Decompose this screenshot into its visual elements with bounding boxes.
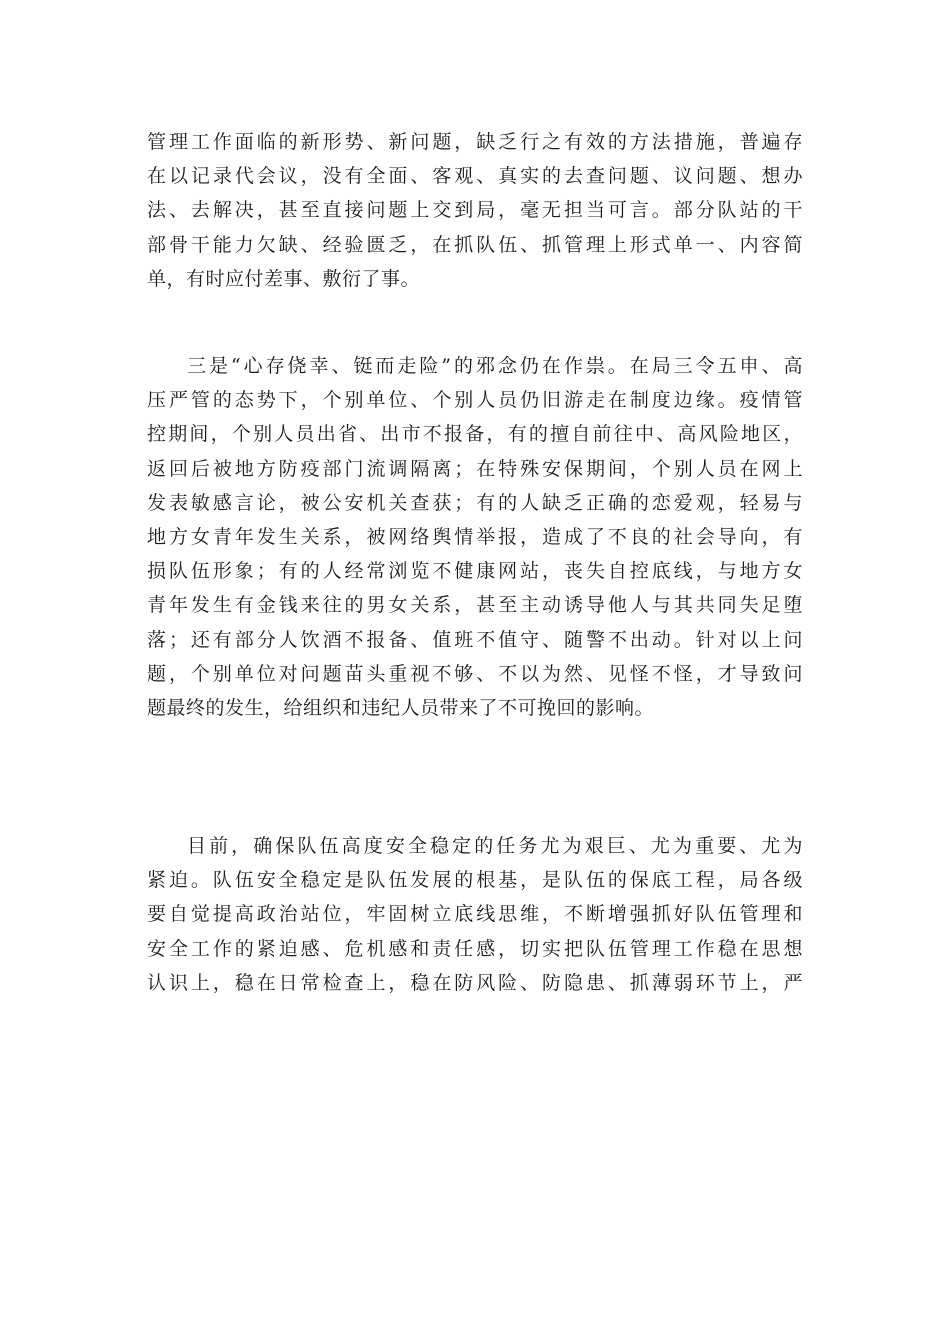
text-line: 认识上，稳在日常检查上，稳在防风险、防隐患、抓薄弱环节上，严 xyxy=(147,971,803,994)
text-line: 目前，确保队伍高度安全稳定的任务尤为艰巨、尤为重要、尤为 xyxy=(187,835,803,857)
text-line: 题，个别单位对问题苗头重视不够、不以为然、见怪不怪，才导致问 xyxy=(147,662,803,685)
text-line: 法、去解决，甚至直接问题上交到局，毫无担当可言。部分队站的干 xyxy=(147,199,803,222)
text-line: 返回后被地方防疫部门流调隔离；在特殊安保期间，个别人员在网上 xyxy=(147,457,803,480)
text-line: 损队伍形象；有的人经常浏览不健康网站，丧失自控底线，与地方女 xyxy=(147,560,803,583)
text-line: 要自觉提高政治站位，牢固树立底线思维，不断增强抓好队伍管理和 xyxy=(147,903,803,926)
paragraph-point-three xyxy=(147,349,803,725)
text-line: 在以记录代会议，没有全面、客观、真实的去查问题、议问题、想办 xyxy=(147,165,803,188)
text-line: 落；还有部分人饮酒不报备、值班不值守、随警不出动。针对以上问 xyxy=(147,628,803,651)
text-line: 单，有时应付差事、敷衍了事。 xyxy=(147,267,421,290)
text-line: 压严管的态势下，个别单位、个别人员仍旧游走在制度边缘。疫情管 xyxy=(147,389,803,412)
text-line: 紧迫。队伍安全稳定是队伍发展的根基，是队伍的保底工程，局各级 xyxy=(147,869,803,892)
paragraph-current-task xyxy=(147,829,803,1000)
text-line: 三是“心存侥幸、铤而走险”的邪念仍在作祟。在局三令五申、高 xyxy=(187,355,803,377)
text-line: 青年发生有金钱来往的男女关系，甚至主动诱导他人与其共同失足堕 xyxy=(147,594,803,617)
text-line: 发表敏感言论，被公安机关查获；有的人缺乏正确的恋爱观，轻易与 xyxy=(147,491,803,514)
text-line: 地方女青年发生关系，被网络舆情举报，造成了不良的社会导向，有 xyxy=(147,525,803,548)
text-line: 管理工作面临的新形势、新问题，缺乏行之有效的方法措施，普遍存 xyxy=(147,131,803,153)
text-line: 题最终的发生，给组织和违纪人员带来了不可挽回的影响。 xyxy=(147,696,655,719)
paragraph-management-issues xyxy=(147,125,803,296)
text-line: 安全工作的紧迫感、危机感和责任感，切实把队伍管理工作稳在思想 xyxy=(147,937,803,960)
text-line: 部骨干能力欠缺、经验匮乏，在抓队伍、抓管理上形式单一、内容简 xyxy=(147,233,803,256)
text-line: 控期间，个别人员出省、出市不报备，有的擅自前往中、高风险地区， xyxy=(147,423,803,446)
